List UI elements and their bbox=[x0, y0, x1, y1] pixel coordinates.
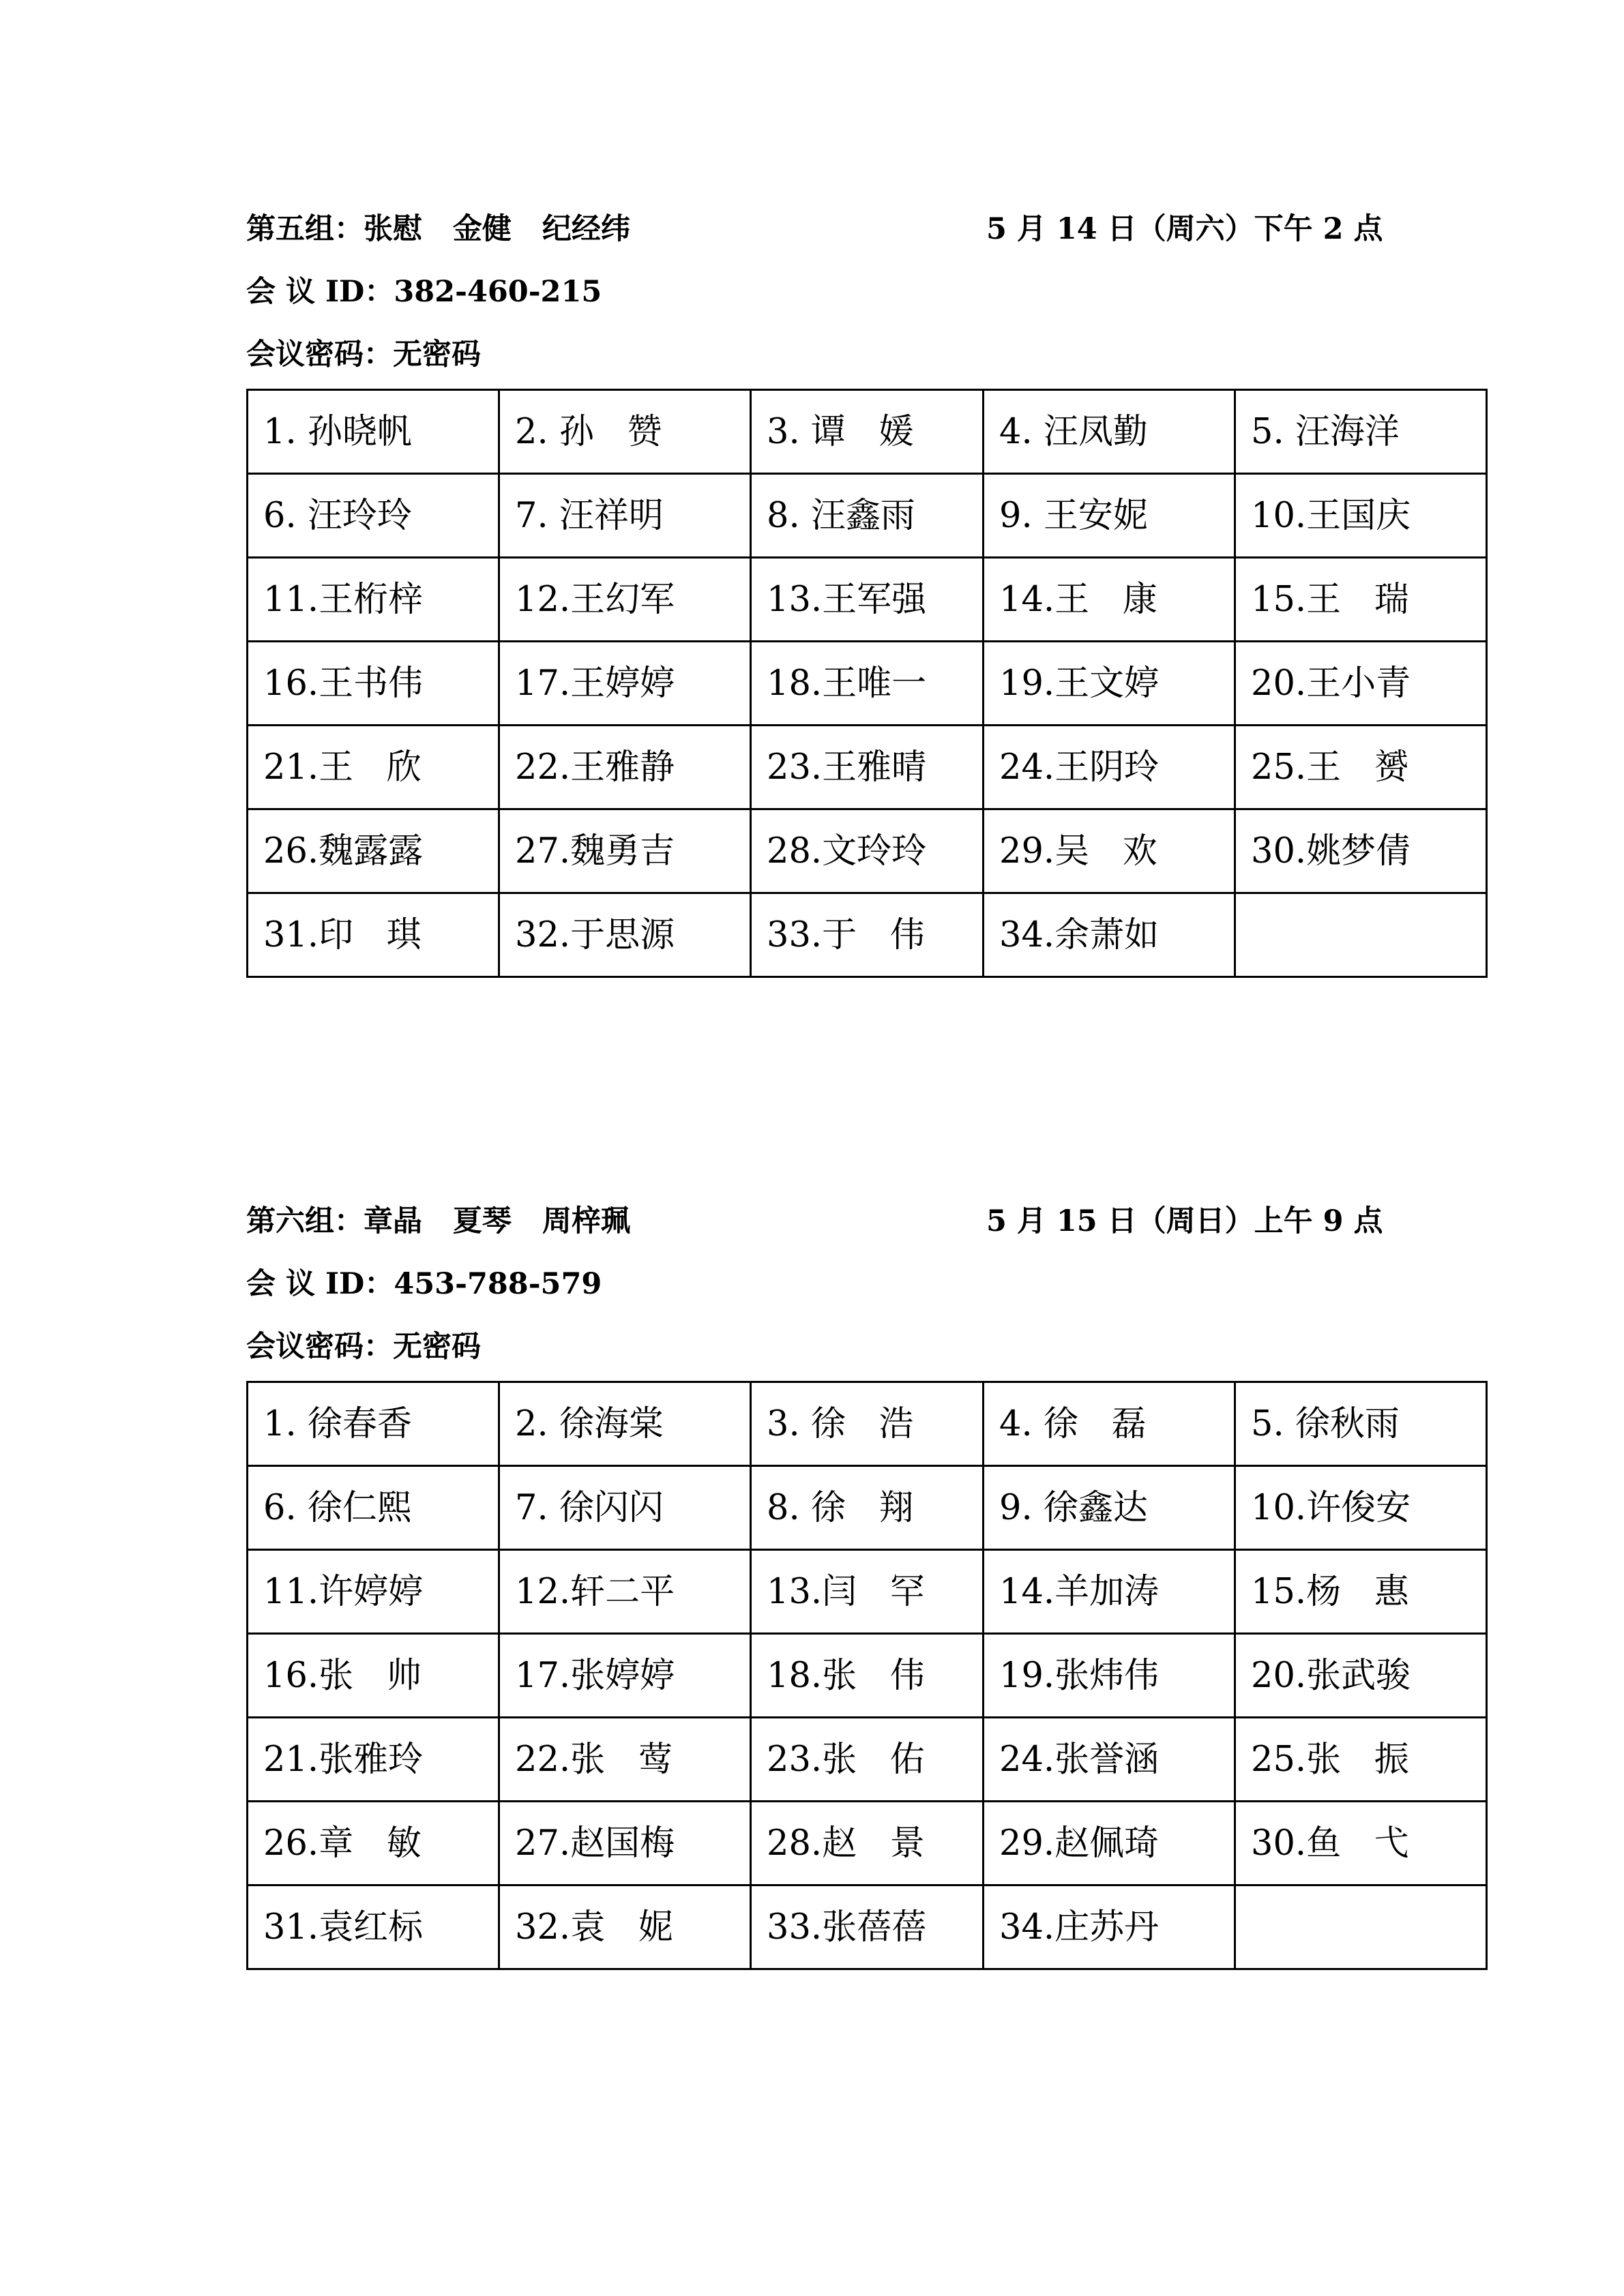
member-cell: 1. 孙晓帆 bbox=[248, 390, 499, 474]
member-cell: 12.轩二平 bbox=[499, 1550, 751, 1634]
table-row bbox=[248, 893, 1487, 977]
member-cell: 17.王婷婷 bbox=[499, 642, 751, 726]
group-heading bbox=[246, 198, 1488, 260]
member-cell: 26.魏露露 bbox=[248, 809, 499, 893]
member-cell: 31.印 琪 bbox=[248, 893, 499, 977]
member-cell: 25.王 赟 bbox=[1235, 726, 1487, 809]
meeting-id: 会 议 ID：453-788-579 bbox=[246, 1267, 602, 1301]
table-row bbox=[248, 726, 1487, 809]
member-cell: 23.王雅晴 bbox=[751, 726, 984, 809]
member-cell: 33.张蓓蓓 bbox=[751, 1885, 984, 1969]
member-cell: 20.张武骏 bbox=[1235, 1634, 1487, 1718]
group-title: 第五组：张慰 金健 纪经纬 bbox=[246, 212, 630, 246]
member-cell: 29.赵佩琦 bbox=[984, 1802, 1235, 1885]
member-cell: 11.王桁梓 bbox=[248, 558, 499, 642]
member-cell: 17.张婷婷 bbox=[499, 1634, 751, 1718]
member-cell: 28.文玲玲 bbox=[751, 809, 984, 893]
member-cell: 19.王文婷 bbox=[984, 642, 1235, 726]
member-cell: 15.杨 惠 bbox=[1235, 1550, 1487, 1634]
table-row bbox=[248, 1466, 1487, 1550]
table-row bbox=[248, 1718, 1487, 1802]
member-table bbox=[246, 389, 1488, 978]
member-cell: 12.王幻军 bbox=[499, 558, 751, 642]
member-cell: 3. 徐 浩 bbox=[751, 1382, 984, 1466]
member-cell: 10.许俊安 bbox=[1235, 1466, 1487, 1550]
member-cell: 1. 徐春香 bbox=[248, 1382, 499, 1466]
table-row bbox=[248, 1802, 1487, 1885]
member-cell: 6. 徐仁熙 bbox=[248, 1466, 499, 1550]
member-cell: 2. 孙 赞 bbox=[499, 390, 751, 474]
member-cell: 30.姚梦倩 bbox=[1235, 809, 1487, 893]
group-section bbox=[246, 1190, 1488, 1970]
table-row bbox=[248, 390, 1487, 474]
group-section bbox=[246, 198, 1488, 978]
member-cell: 23.张 佑 bbox=[751, 1718, 984, 1802]
member-cell: 7. 汪祥明 bbox=[499, 474, 751, 558]
member-cell: 3. 谭 媛 bbox=[751, 390, 984, 474]
table-row bbox=[248, 642, 1487, 726]
member-cell bbox=[1235, 1885, 1487, 1969]
member-cell: 21.张雅玲 bbox=[248, 1718, 499, 1802]
meeting-id: 会 议 ID：382-460-215 bbox=[246, 275, 602, 309]
member-cell: 13.王军强 bbox=[751, 558, 984, 642]
member-cell: 13.闫 罕 bbox=[751, 1550, 984, 1634]
member-cell: 18.张 伟 bbox=[751, 1634, 984, 1718]
member-cell: 25.张 振 bbox=[1235, 1718, 1487, 1802]
member-cell: 5. 徐秋雨 bbox=[1235, 1382, 1487, 1466]
meeting-time: 5 月 14 日（周六）下午 2 点 bbox=[986, 212, 1383, 246]
member-table bbox=[246, 1381, 1488, 1970]
member-cell: 15.王 瑞 bbox=[1235, 558, 1487, 642]
member-cell: 34.余萧如 bbox=[984, 893, 1235, 977]
member-cell: 32.于思源 bbox=[499, 893, 751, 977]
group-heading bbox=[246, 1190, 1488, 1253]
table-row bbox=[248, 809, 1487, 893]
meeting-password: 会议密码：无密码 bbox=[246, 338, 481, 372]
table-row bbox=[248, 1634, 1487, 1718]
member-cell: 11.许婷婷 bbox=[248, 1550, 499, 1634]
table-row bbox=[248, 1382, 1487, 1466]
member-cell: 9. 徐鑫达 bbox=[984, 1466, 1235, 1550]
member-cell: 16.王书伟 bbox=[248, 642, 499, 726]
member-cell: 4. 徐 磊 bbox=[984, 1382, 1235, 1466]
group-title: 第六组：章晶 夏琴 周梓珮 bbox=[246, 1204, 630, 1238]
member-cell: 19.张炜伟 bbox=[984, 1634, 1235, 1718]
member-cell: 27.魏勇吉 bbox=[499, 809, 751, 893]
member-cell: 16.张 帅 bbox=[248, 1634, 499, 1718]
member-cell: 28.赵 景 bbox=[751, 1802, 984, 1885]
member-cell: 14.羊加涛 bbox=[984, 1550, 1235, 1634]
member-cell: 6. 汪玲玲 bbox=[248, 474, 499, 558]
member-cell: 7. 徐闪闪 bbox=[499, 1466, 751, 1550]
member-cell: 29.吴 欢 bbox=[984, 809, 1235, 893]
member-cell: 9. 王安妮 bbox=[984, 474, 1235, 558]
member-cell: 22.张 莺 bbox=[499, 1718, 751, 1802]
member-cell: 33.于 伟 bbox=[751, 893, 984, 977]
table-row bbox=[248, 558, 1487, 642]
member-cell: 21.王 欣 bbox=[248, 726, 499, 809]
member-cell: 24.张誉涵 bbox=[984, 1718, 1235, 1802]
member-cell: 18.王唯一 bbox=[751, 642, 984, 726]
member-cell: 4. 汪凤勤 bbox=[984, 390, 1235, 474]
meeting-time: 5 月 15 日（周日）上午 9 点 bbox=[986, 1204, 1383, 1238]
member-cell: 2. 徐海棠 bbox=[499, 1382, 751, 1466]
member-cell: 32.袁 妮 bbox=[499, 1885, 751, 1969]
meeting-password: 会议密码：无密码 bbox=[246, 1330, 481, 1364]
member-cell: 14.王 康 bbox=[984, 558, 1235, 642]
member-cell: 24.王阴玲 bbox=[984, 726, 1235, 809]
member-cell: 8. 汪鑫雨 bbox=[751, 474, 984, 558]
member-cell: 5. 汪海洋 bbox=[1235, 390, 1487, 474]
table-row bbox=[248, 1885, 1487, 1969]
member-cell: 10.王国庆 bbox=[1235, 474, 1487, 558]
member-cell: 22.王雅静 bbox=[499, 726, 751, 809]
member-cell: 31.袁红标 bbox=[248, 1885, 499, 1969]
member-cell bbox=[1235, 893, 1487, 977]
member-cell: 26.章 敏 bbox=[248, 1802, 499, 1885]
member-cell: 8. 徐 翔 bbox=[751, 1466, 984, 1550]
member-cell: 30.鱼 弋 bbox=[1235, 1802, 1487, 1885]
member-cell: 34.庄苏丹 bbox=[984, 1885, 1235, 1969]
member-cell: 27.赵国梅 bbox=[499, 1802, 751, 1885]
table-row bbox=[248, 1550, 1487, 1634]
table-row bbox=[248, 474, 1487, 558]
member-cell: 20.王小青 bbox=[1235, 642, 1487, 726]
